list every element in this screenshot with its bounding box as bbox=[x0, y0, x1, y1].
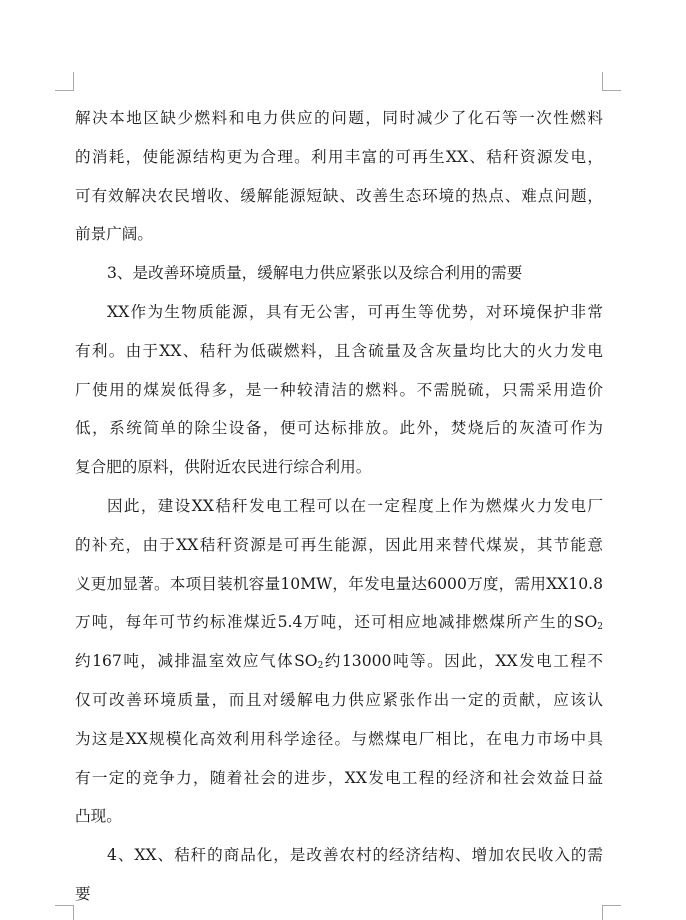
document-body bbox=[75, 99, 603, 914]
text-line: 有一定的竞争力，随着社会的进步，XX发电工程的经济和社会效益日益 bbox=[75, 768, 603, 787]
corner-mark-bottom-right bbox=[602, 905, 621, 920]
text-line: 义更加显著。本项目装机容量10MW，年发电量达6000万度，需用XX10.8 bbox=[75, 574, 603, 593]
corner-mark-top-left bbox=[55, 72, 74, 91]
text-line: 低，系统简单的除尘设备，便可达标排放。此外，焚烧后的灰渣可作为 bbox=[75, 419, 603, 438]
text-line: 复合肥的原料，供附近农民进行综合利用。 bbox=[75, 458, 372, 477]
corner-mark-bottom-left bbox=[55, 905, 74, 920]
text-line: 的补充，由于XX秸秆资源是可再生能源，因此用来替代煤炭，其节能意 bbox=[75, 535, 603, 554]
text-line: 前景广阔。 bbox=[75, 225, 153, 244]
text-line: 厂使用的煤炭低得多，是一种较清洁的燃料。不需脱硫，只需采用造价 bbox=[75, 380, 603, 399]
text-line: 要 bbox=[75, 884, 91, 903]
text-line: 仅可改善环境质量，而且对缓解电力供应紧张作出一定的贡献，应该认 bbox=[75, 690, 603, 709]
text-line: 可有效解决农民增收、缓解能源短缺、改善生态环境的热点、难点问题， bbox=[75, 186, 603, 205]
text-line: XX作为生物质能源，具有无公害，可再生等优势，对环境保护非常 bbox=[107, 302, 603, 321]
text-line: 解决本地区缺少燃料和电力供应的问题，同时减少了化石等一次性燃料 bbox=[75, 109, 603, 127]
text-line: 约167吨，减排温室效应气体$SO_2$约13000吨等。因此，XX发电工程不 bbox=[75, 652, 603, 672]
corner-mark-top-right bbox=[602, 72, 621, 91]
text-line: 3、是改善环境质量，缓解电力供应紧张以及综合利用的需要 bbox=[107, 264, 523, 283]
text-line: 有利。由于XX、秸秆为低碳燃料，且含硫量及含灰量均比大的火力发电 bbox=[75, 341, 603, 360]
text-line: 万吨，每年可节约标准煤近5.4万吨，还可相应地减排燃煤所产生的$SO_2$ bbox=[75, 613, 603, 633]
text-line: 因此，建设XX秸秆发电工程可以在一定程度上作为燃煤火力发电厂 bbox=[107, 496, 603, 515]
text-line: 4、XX、秸秆的商品化，是改善农村的经济结构、增加农民收入的需 bbox=[107, 846, 603, 865]
text-line: 为这是XX规模化高效利用科学途径。与燃煤电厂相比，在电力市场中具 bbox=[75, 729, 603, 748]
text-line: 凸现。 bbox=[75, 807, 122, 826]
text-line: 的消耗，使能源结构更为合理。利用丰富的可再生XX、秸秆资源发电， bbox=[75, 147, 603, 166]
